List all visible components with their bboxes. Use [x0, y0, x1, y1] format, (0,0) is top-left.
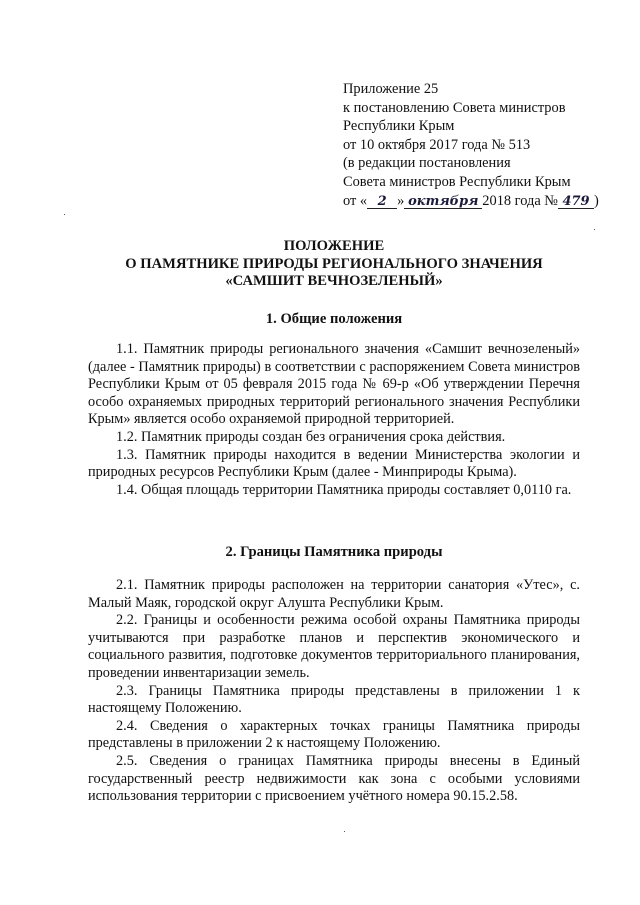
- section2-heading: 2. Границы Памятника природы: [225, 544, 443, 560]
- annex-line: Совета министров Республики Крым: [343, 173, 571, 190]
- annex-line: от 10 октября 2017 года № 513: [343, 136, 531, 153]
- handwritten-number: 479: [558, 195, 594, 209]
- date-prefix: от «: [343, 192, 368, 209]
- date-mid: »: [397, 192, 405, 209]
- title-line: О ПАМЯТНИКЕ ПРИРОДЫ РЕГИОНАЛЬНОГО ЗНАЧЕНИЯ: [125, 255, 543, 272]
- paragraph-2-4: 2.4. Сведения о характерных точках границы Памятника природы представлены в приложении 2 к настоящему Положению.: [88, 717, 580, 752]
- paragraph-2-1: 2.1. Памятник природы расположен на территории санатория «Утес», с. Малый Маяк, городской округ Алушта Республики Крым.: [88, 577, 580, 611]
- document-title: [60, 238, 608, 291]
- section1-heading: 1. Общие положения: [265, 311, 403, 327]
- date-year: 2018 года №: [482, 192, 559, 209]
- scan-speck: [344, 831, 345, 832]
- title-line: ПОЛОЖЕНИЕ: [283, 238, 385, 254]
- scan-speck: [64, 214, 65, 215]
- annex-header: [343, 80, 623, 210]
- handwritten-month: октября: [404, 195, 482, 209]
- paragraph-2-2: 2.2. Границы и особенности режима особой охраны Памятника природы учитываются при разработке планов и перспектив экономического и социального развития, подготовке документов территориального планирования, проведении инвентаризации земель.: [88, 612, 580, 681]
- paragraph-1-4: 1.4. Общая площадь территории Памятника природы составляет 0,0110 га.: [116, 481, 572, 498]
- title-line: «САМШИТ ВЕЧНОЗЕЛЕНЫЙ»: [225, 273, 443, 289]
- annex-date-line: от « 2 » октября 2018 года № 479 ): [343, 192, 599, 209]
- scan-speck: [594, 229, 595, 230]
- paragraph-2-5: 2.5. Сведения о границах Памятника природы внесены в Единый государственный реестр недвижимости как зона с особыми условиями использования территории с присвоением учётного номера 90.15.2.58.: [88, 752, 580, 805]
- paragraph-1-1: 1.1. Памятник природы регионального значения «Самшит вечнозеленый» (далее - Памятник природы) в соответствии с распоряжением Совета министров Республики Крым от 05 февраля 2015 года № 69-р «Об утверждении Перечня особо охраняемых природных территорий регионального значения Республики Крым» является особо охраняемой природной территорией.: [88, 341, 580, 428]
- annex-line: (в редакции постановления: [343, 155, 511, 172]
- section1-body: [88, 341, 580, 499]
- handwritten-day: 2: [367, 195, 397, 209]
- paragraph-1-3: 1.3. Памятник природы находится в ведении Министерства экологии и природных ресурсов Республики Крым (далее - Минприроды Крыма).: [88, 446, 580, 481]
- annex-line: к постановлению Совета министров: [343, 99, 566, 116]
- paragraph-1-2: 1.2. Памятник природы создан без ограничения срока действия.: [116, 428, 506, 445]
- annex-line: Приложение 25: [343, 81, 439, 97]
- section2-body: [88, 577, 580, 806]
- annex-line: Республики Крым: [343, 118, 455, 135]
- paragraph-2-3: 2.3. Границы Памятника природы представлены в приложении 1 к настоящему Положению.: [88, 682, 580, 717]
